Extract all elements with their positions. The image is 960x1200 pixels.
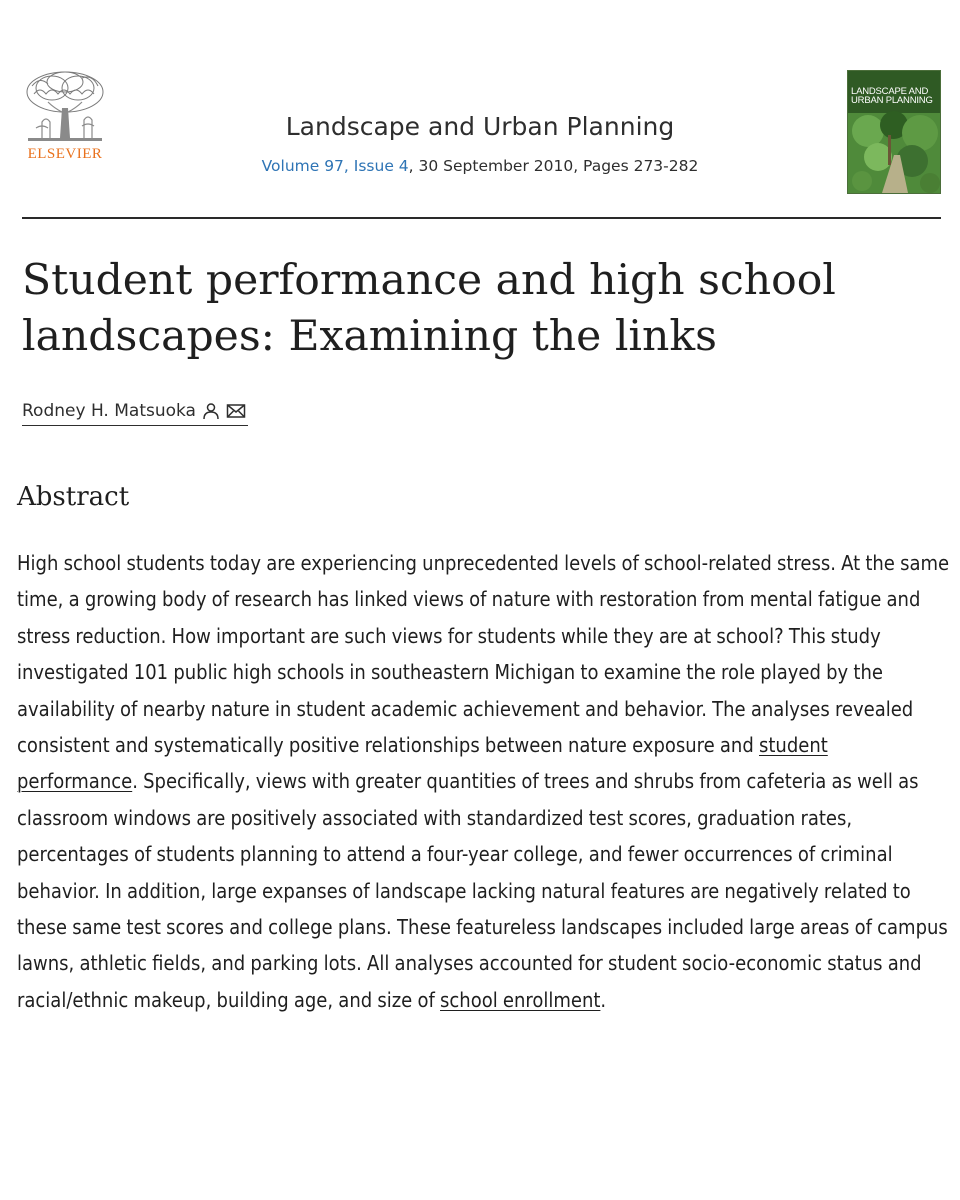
- abstract-text-part-3: .: [600, 987, 607, 1012]
- abstract-text-part-2: . Specifically, views with greater quantities of trees and shrubs from cafeteria as well as classroom windows are positively associated with standardized test scores, graduation rates, percentages of students planning to attend a four-year college, and fewer occurrences of criminal behavior. In addition, large expanses of landscape lacking natural features are negatively related to these same test scores and college plans. These featureless landscapes included large areas of campus lawns, athletic fields, and parking lots. All analyses accounted for student socio-economic status and racial/ethnic makeup, building age, and size of: [17, 769, 948, 1012]
- abstract-text: [17, 545, 952, 1018]
- school-enrollment-link[interactable]: school enrollment: [440, 987, 601, 1012]
- volume-issue-link[interactable]: Volume 97, Issue 4: [261, 157, 409, 175]
- citation-line: [0, 157, 960, 175]
- author-link[interactable]: [22, 397, 248, 426]
- cover-title: LANDSCAPE AND URBAN PLANNING: [851, 86, 933, 106]
- abstract-heading: Abstract: [17, 482, 130, 512]
- header-divider: [22, 217, 941, 219]
- person-icon[interactable]: [202, 402, 220, 420]
- abstract-text-part-1: High school students today are experiencing unprecedented levels of school-related stress. At the same time, a growing body of research has linked views of nature with restoration from mental fatigue and stress reduction. How important are such views for students while they are at school? This study investigated 101 public high schools in southeastern Michigan to examine the role played by the availability of nearby nature in student academic achievement and behavior. The analyses revealed consistent and systematically positive relationships between nature exposure and: [17, 551, 950, 758]
- student-performance-link[interactable]: student performance: [17, 733, 828, 794]
- journal-title[interactable]: Landscape and Urban Planning: [285, 112, 675, 141]
- publisher-name: ELSEVIER: [27, 146, 103, 162]
- author-name[interactable]: Rodney H. Matsuoka: [22, 401, 196, 421]
- journal-cover-image[interactable]: [847, 70, 941, 194]
- article-title: Student performance and high school landscapes: Examining the links: [22, 256, 836, 361]
- citation-details: , 30 September 2010, Pages 273-282: [408, 157, 699, 175]
- envelope-icon[interactable]: [226, 403, 246, 419]
